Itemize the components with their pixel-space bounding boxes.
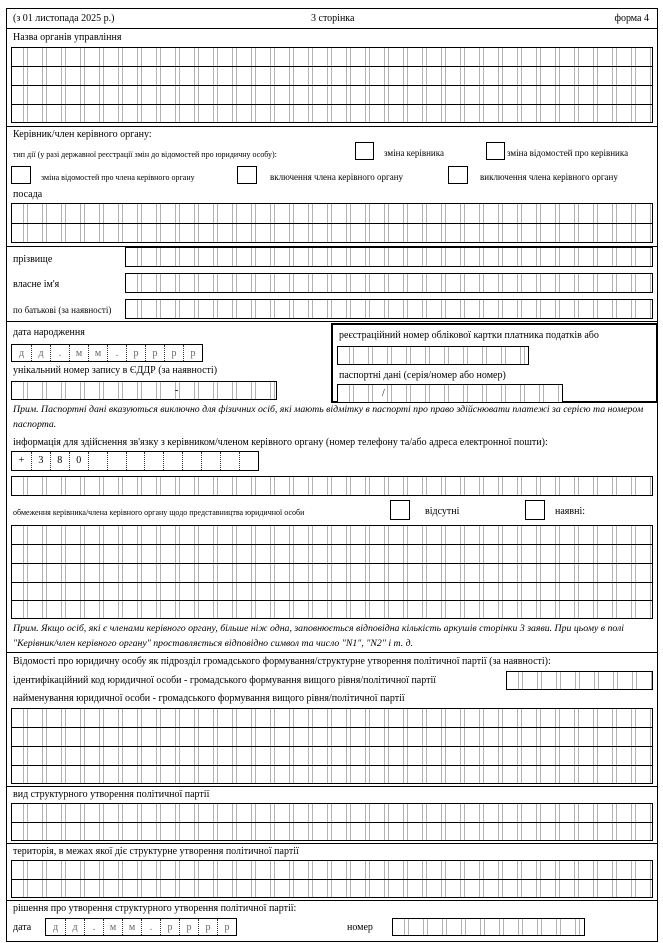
contact-label: інформація для здійснення зв'язку з керівником/членом керівного органу (номер телефону та/або адреса електронної пошти): <box>13 437 548 448</box>
change-head-label: зміна керівника <box>384 148 444 158</box>
decision-label: рішення про утворення структурного утворення політичної партії: <box>13 903 297 914</box>
members-note: Прим. Якщо осіб, які є членами керівного органу, більше ніж одна, заповнюється відповідна кількість аркушів сторінки 3 заяви. При цьому в полі "Керівник/член керівного органу" проставляється відповідно символ та число "N1", "N2" і т. д. <box>13 623 625 649</box>
change-member-info-label: зміна відомостей про члена керівного органу <box>41 173 195 182</box>
action-type-label: тип дії (у разі державної реєстрації змін до відомостей про юридичну особу): <box>13 150 277 159</box>
party-name-label: найменування юридичної особи - громадського формування вищого рівня/політичної партії <box>13 693 405 704</box>
party-id-code-field[interactable] <box>506 671 653 690</box>
party-id-code-label: ідентифікаційний код юридичної особи - громадського формування вищого рівня/політичної партії <box>13 675 437 686</box>
limits-absent-checkbox[interactable] <box>390 500 410 520</box>
change-member-info-checkbox[interactable] <box>11 166 31 184</box>
governing-body-label: Назва органів управління <box>13 32 122 43</box>
party-territory-label: територія, в межах якої діє структурне утворення політичної партії <box>13 846 299 857</box>
decision-date-field[interactable]: д д . м м . р р р р <box>45 918 237 936</box>
position-label: посада <box>13 189 43 200</box>
limits-present-label: наявні: <box>555 506 586 517</box>
change-head-checkbox[interactable] <box>355 142 374 160</box>
include-member-label: включення члена керівного органу <box>270 172 404 182</box>
tax-id-block <box>331 323 658 403</box>
position-field[interactable] <box>11 203 653 243</box>
party-name-field[interactable] <box>11 708 653 784</box>
party-territory-field[interactable] <box>11 860 653 898</box>
page-number: 3 сторінка <box>311 13 355 24</box>
surname-label: прізвище <box>13 254 53 265</box>
change-head-info-checkbox[interactable] <box>486 142 505 160</box>
patronymic-field[interactable] <box>125 299 653 319</box>
tax-id-field[interactable] <box>337 346 529 365</box>
email-field[interactable] <box>11 476 653 496</box>
surname-field[interactable] <box>125 247 653 267</box>
decision-number-field[interactable] <box>392 918 585 936</box>
passport-field[interactable]: / <box>337 384 563 403</box>
limits-label: обмеження керівника/члена керівного органу щодо представництва юридичної особи <box>13 508 305 517</box>
change-head-info-label: зміна відомостей про керівника <box>507 148 629 158</box>
limits-field[interactable] <box>11 525 653 619</box>
tax-id-label: реєстраційний номер облікової картки платника податків або <box>339 330 599 341</box>
name-field[interactable] <box>125 273 653 293</box>
birth-date-label: дата народження <box>13 327 85 338</box>
decision-date-label: дата <box>13 922 32 933</box>
edr-field[interactable]: - <box>11 381 277 400</box>
page-header <box>7 9 657 29</box>
birth-date-field[interactable]: д д . м м . р р р р <box>11 344 203 362</box>
name-label: власне ім'я <box>13 279 60 290</box>
patronymic-label: по батькові (за наявності) <box>13 305 112 315</box>
party-type-field[interactable] <box>11 803 653 841</box>
form-date: (з 01 листопада 2025 р.) <box>13 13 115 24</box>
party-type-label: вид структурного утворення політичної партії <box>13 789 210 800</box>
phone-field[interactable]: + 3 8 0 <box>11 451 259 471</box>
form-page <box>6 8 658 942</box>
exclude-member-label: виключення члена керівного органу <box>480 172 618 182</box>
decision-number-label: номер <box>347 922 373 933</box>
head-title: Керівник/член керівного органу: <box>13 129 152 140</box>
edr-label: унікальний номер запису в ЄДДР (за наявності) <box>13 365 218 376</box>
governing-body-field[interactable] <box>11 47 653 123</box>
limits-absent-label: відсутні <box>425 506 460 517</box>
exclude-member-checkbox[interactable] <box>448 166 468 184</box>
passport-note: Прим. Паспортні дані вказуються виключно для фізичних осіб, які мають відмітку в паспорті про право здійснювати платежі за серією та номером паспорта. <box>13 404 644 430</box>
passport-label: паспортні дані (серія/номер або номер) <box>339 370 506 381</box>
party-title: Відомості про юридичну особу як підрозділ громадського формування/структурне утворення політичної партії (за наявності): <box>13 656 551 667</box>
form-number: форма 4 <box>614 13 649 24</box>
limits-present-checkbox[interactable] <box>525 500 545 520</box>
include-member-checkbox[interactable] <box>237 166 257 184</box>
